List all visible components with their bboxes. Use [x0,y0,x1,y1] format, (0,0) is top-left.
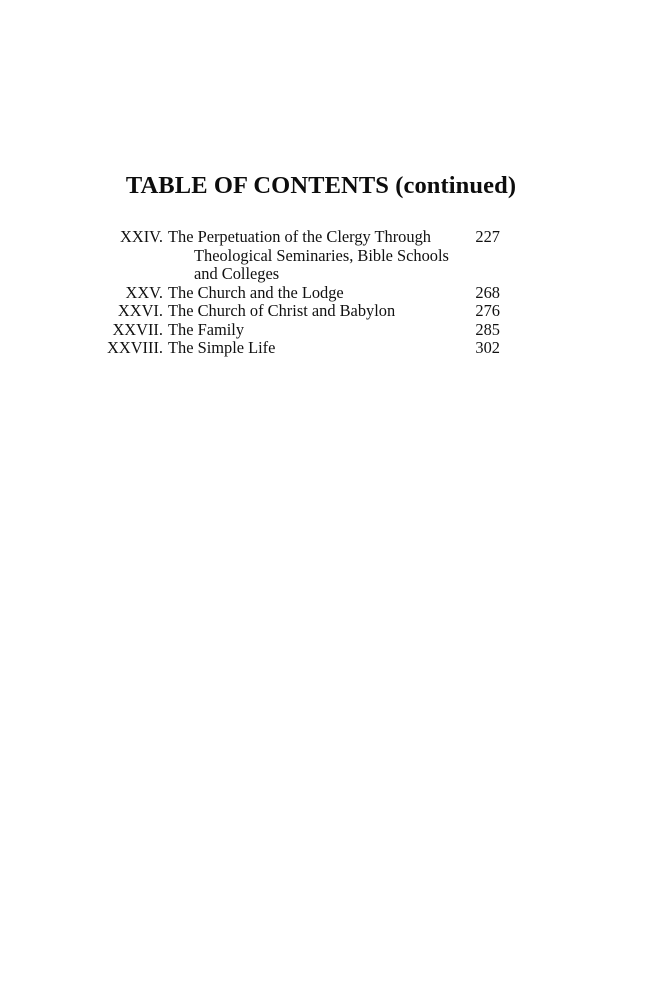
chapter-numeral: XXVI. [117,301,163,320]
chapter-numeral: XXVIII. [107,338,163,357]
chapter-title-line: Theological Seminaries, Bible Schools [194,245,449,265]
chapter-title [163,339,463,358]
toc-entry-xxviii [0,339,667,358]
toc-entry-xxiv [0,228,667,284]
toc-entry-xxvii [0,321,667,340]
chapter-numeral: XXV. [125,282,163,302]
page-number: 302 [475,338,500,357]
chapter-title-line: The Family [168,319,245,339]
chapter-title-line: The Simple Life [168,338,276,357]
toc-list [0,228,667,358]
chapter-title-line: The Perpetuation of the Clergy Through [168,227,431,246]
chapter-title [163,321,463,340]
chapter-title [163,228,463,284]
chapter-title-line: The Church of Christ and Babylon [168,301,396,320]
toc-entry-xxvi [0,302,667,321]
chapter-title-line: The Church and the Lodge [168,282,344,302]
page-number: 276 [475,301,500,320]
chapter-title-line: and Colleges [194,264,280,283]
page-number: 285 [475,319,500,339]
chapter-numeral: XXIV. [120,227,163,246]
page-number: 227 [475,227,500,246]
chapter-numeral: XXVII. [112,319,163,339]
chapter-title [163,302,463,321]
chapter-title [163,284,463,303]
toc-title: TABLE OF CONTENTS (continued) [125,172,517,199]
toc-entry-xxv [0,284,667,303]
page-number: 268 [475,282,500,302]
